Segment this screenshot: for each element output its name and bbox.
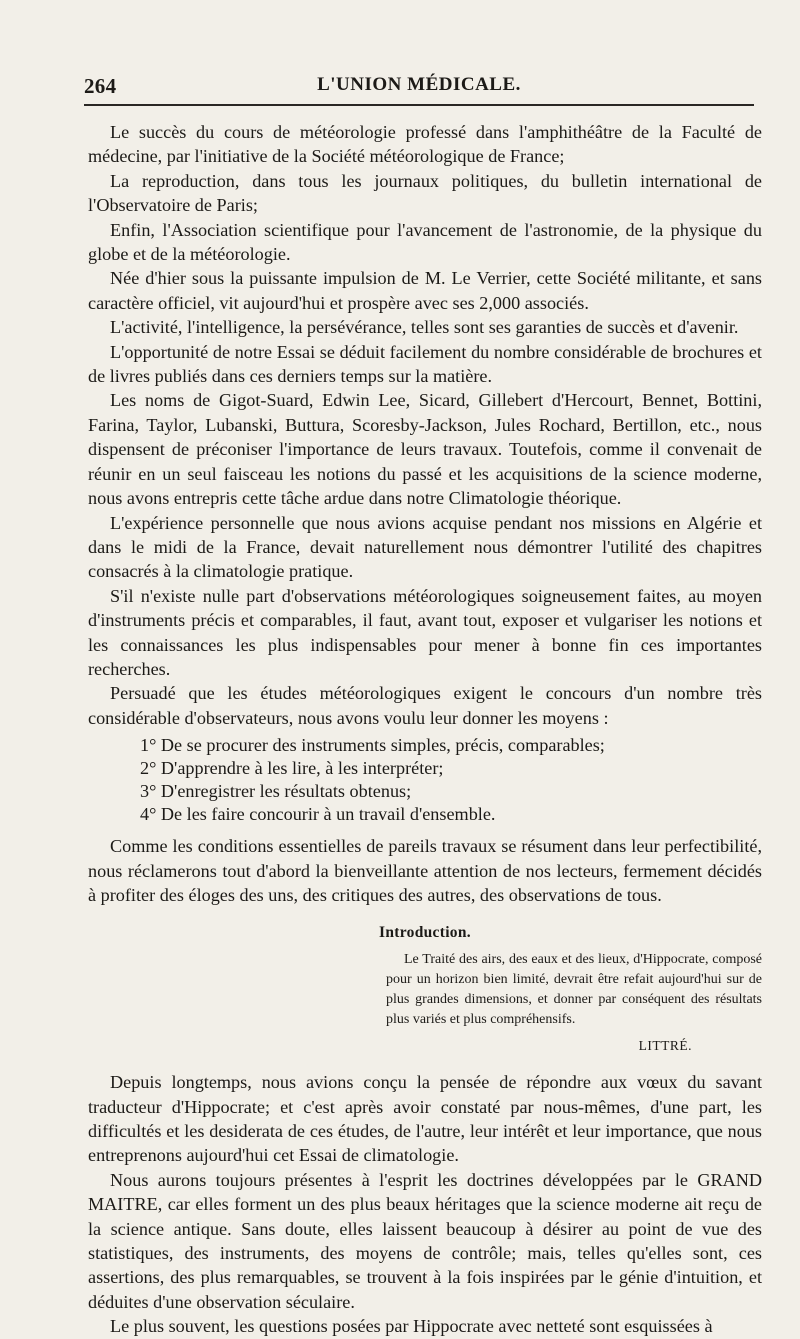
paragraph: Nous aurons toujours présentes à l'esprit les doctrines développées par le GRAND MAITRE, car elles forment un des plus beaux héritages que la science moderne ait reçu de la science antique. Sans doute, elles laissent beaucoup à désirer au point de vue des statistiques, des instruments, des moyens de contrôle; mais, telles qu'elles sont, ces assertions, des plus remarquables, se trouvent à la fois inspirées par le génie d'intuition, et déduites d'une observation séculaire. <box>88 1169 762 1312</box>
journal-title: L'UNION MÉDICALE. <box>317 74 521 95</box>
article-body <box>88 120 762 1339</box>
paragraph: Enfin, l'Association scientifique pour l'avancement de l'astronomie, de la physique du globe et de la météorologie. <box>88 219 762 265</box>
list-item: 1° De se procurer des instruments simples, précis, comparables; <box>140 735 605 756</box>
paragraph: L'activité, l'intelligence, la persévérance, telles sont ses garanties de succès et d'avenir. <box>110 317 739 338</box>
section-heading: Introduction. <box>379 924 471 942</box>
paragraph: L'opportunité de notre Essai se déduit facilement du nombre considérable de brochures et de livres publiés dans ces derniers temps sur la matière. <box>88 341 762 387</box>
paragraph: Le plus souvent, les questions posées par Hippocrate avec netteté sont esquissées à <box>110 1316 713 1337</box>
paragraph: Les noms de Gigot-Suard, Edwin Lee, Sicard, Gillebert d'Hercourt, Bennet, Bottini, Farina, Taylor, Lubanski, Buttura, Scoresby-Jackson, Jules Rochard, Bertillon, etc., nous dispensent de préconiser l'importance de leurs travaux. Toutefois, comme il convenait de réunir en un seul faisceau les notions du passé et les acquisitions de la science moderne, nous avons entrepris cette tâche ardue dans notre Climatologie théorique. <box>88 390 762 509</box>
paragraph: La reproduction, dans tous les journaux politiques, du bulletin international de l'Observatoire de Paris; <box>88 170 762 216</box>
paragraph: Née d'hier sous la puissante impulsion de M. Le Verrier, cette Société militante, et sans caractère officiel, vit aujourd'hui et prospère avec ses 2,000 associés. <box>88 268 762 313</box>
paragraph: L'expérience personnelle que nous avions acquise pendant nos missions en Algérie et dans le midi de la France, devait naturellement nous démontrer l'utilité des chapitres consacrés à la climatologie pratique. <box>88 512 762 582</box>
paragraph: Depuis longtemps, nous avions conçu la pensée de répondre aux vœux du savant traducteur d'Hippocrate; et c'est après avoir constaté par nous-mêmes, d'une part, les difficultés et les desiderata de ces études, de l'autre, leur intérêt et leur importance, que nous entreprenons aujourd'hui cet Essai de climatologie. <box>88 1072 762 1166</box>
list-item: 4° De les faire concourir à un travail d'ensemble. <box>140 804 496 825</box>
paragraph: Comme les conditions essentielles de pareils travaux se résument dans leur perfectibilité, nous réclamerons tout d'abord la bienveillante attention de nos lecteurs, fermement décidés à profiter des éloges des uns, des critiques des autres, des observations de tous. <box>88 836 762 905</box>
paragraph: S'il n'existe nulle part d'observations météorologiques soigneusement faites, au moyen d'instruments précis et comparables, il faut, avant tout, exposer et vulgariser les notions et les connaissances les plus indispensables pour mener à bonne fin ces importantes recherches. <box>88 585 762 679</box>
enumerated-list <box>88 734 762 826</box>
epigraph-author: LITTRÉ. <box>638 1037 692 1053</box>
paragraph: Le succès du cours de météorologie professé dans l'amphithéâtre de la Faculté de médecine, par l'initiative de la Société météorologique de France; <box>88 122 762 167</box>
epigraph: Le Traité des airs, des eaux et des lieux, d'Hippocrate, composé pour un horizon bien limité, devrait être refait aujourd'hui sur de plus grandes dimensions, et donner par conséquent des résultats plus variés et plus compréhensifs. <box>386 951 762 1027</box>
list-item: 3° D'enregistrer les résultats obtenus; <box>140 781 412 802</box>
header-rule <box>84 104 754 106</box>
page-header <box>84 74 754 100</box>
page-number: 264 <box>84 74 117 98</box>
list-item: 2° D'apprendre à les lire, à les interpréter; <box>140 758 444 779</box>
paragraph: Persuadé que les études météorologiques exigent le concours d'un nombre très considérable d'observateurs, nous avons voulu leur donner les moyens : <box>88 683 762 728</box>
section-body <box>88 1070 762 1338</box>
